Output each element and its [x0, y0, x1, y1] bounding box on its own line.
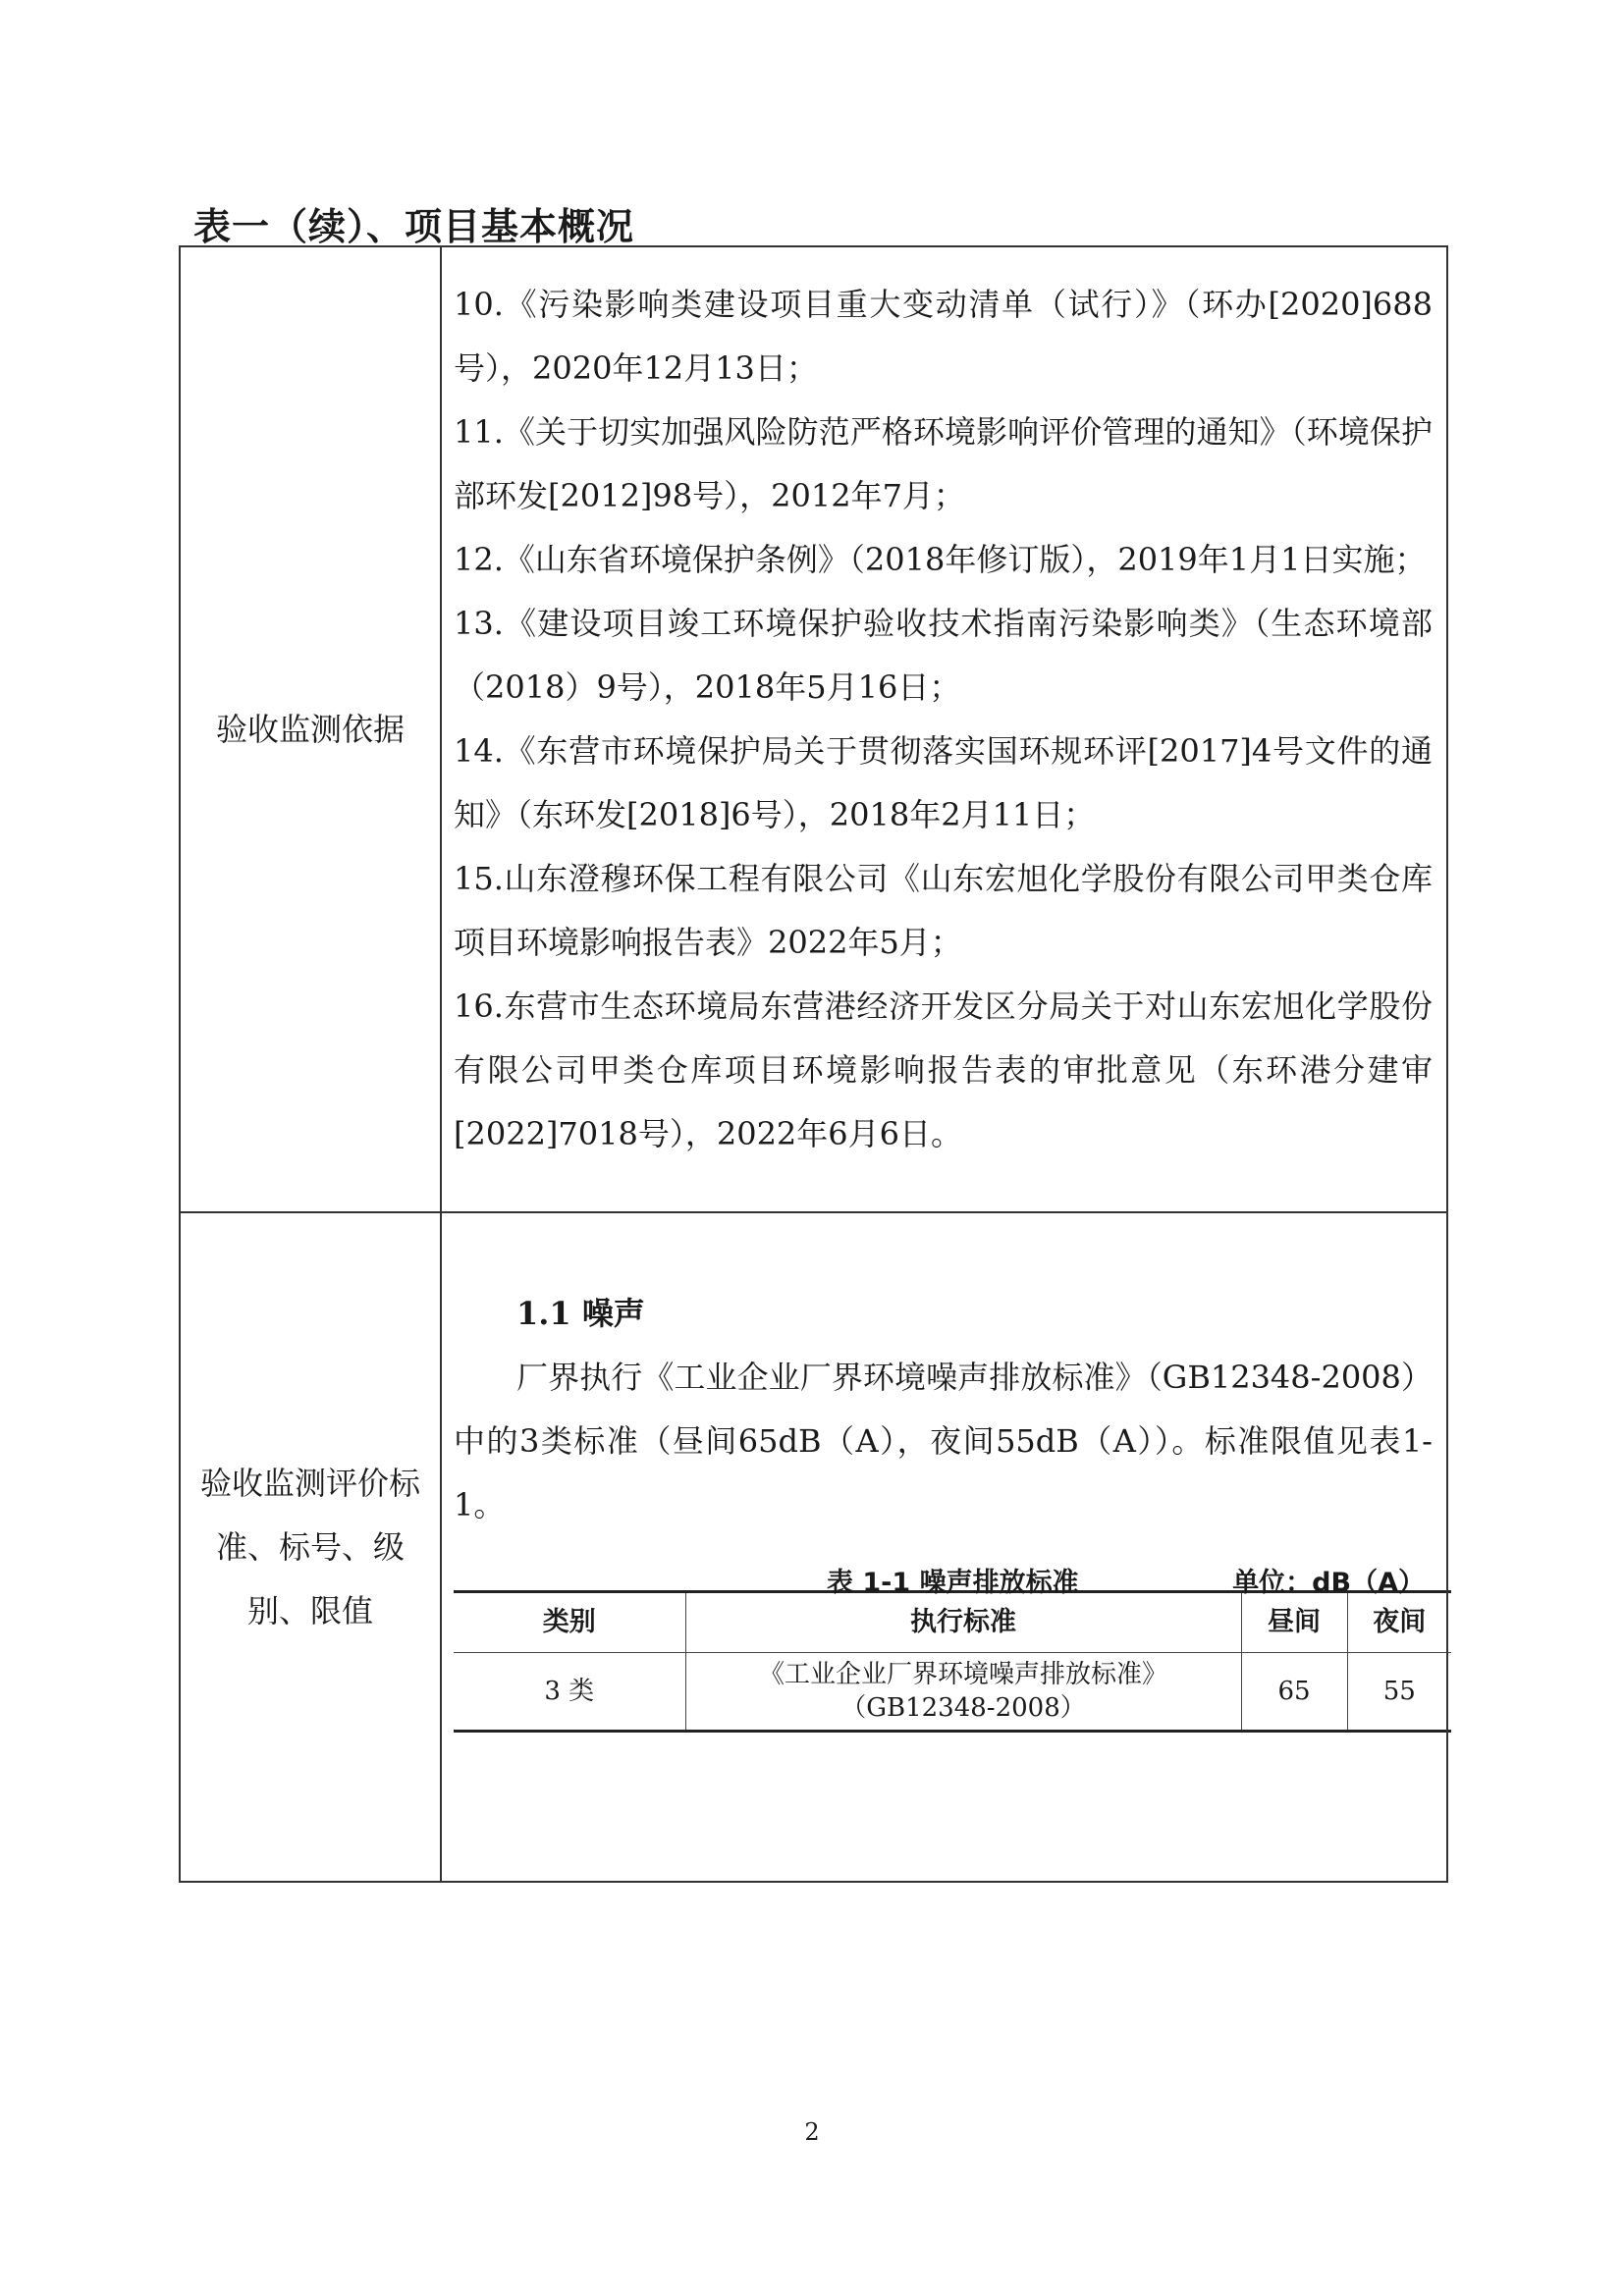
cell-standard-line2: （GB12348-2008）	[840, 1693, 1086, 1723]
noise-heading: 1.1 噪声	[516, 1295, 645, 1332]
standards-row	[180, 1212, 1447, 1882]
header-day: 昼间	[1241, 1592, 1347, 1653]
noise-table-caption	[454, 1547, 1433, 1598]
cell-standard	[685, 1653, 1241, 1732]
cell-standard-line1: 《工业企业厂界环境噪声排放标准》	[758, 1660, 1167, 1689]
standards-content	[441, 1212, 1447, 1882]
basis-item: 16.东营市生态环境局东营港经济开发区分局关于对山东宏旭化学股份有限公司甲类仓库项目环境影响报告表的审批意见（东环港分建审[2022]7018号），2022年6月6日。	[454, 988, 1433, 1152]
page-number: 2	[804, 2118, 820, 2146]
noise-table-unit: 单位：dB（A）	[1232, 1568, 1425, 1598]
basis-row	[180, 246, 1447, 1212]
table-row	[454, 1653, 1451, 1732]
page-title: 表一（续）、项目基本概况	[193, 205, 635, 248]
basis-item: 13.《建设项目竣工环境保护验收技术指南污染影响类》（生态环境部（2018）9号），2018年5月16日；	[454, 605, 1433, 706]
header-standard: 执行标准	[685, 1592, 1241, 1653]
noise-table-title: 表 1-1 噪声排放标准	[827, 1568, 1079, 1598]
standards-label: 验收监测评价标准、标号、级别、限值	[180, 1212, 441, 1882]
project-overview-table	[179, 245, 1448, 1883]
cell-category: 3 类	[454, 1653, 685, 1732]
basis-label: 验收监测依据	[180, 246, 441, 1212]
basis-item: 11.《关于切实加强风险防范严格环境影响评价管理的通知》（环境保护部环发[2012]98号），2012年7月；	[454, 413, 1433, 514]
cell-night: 55	[1347, 1653, 1451, 1732]
basis-item: 10.《污染影响类建设项目重大变动清单（试行）》（环办[2020]688号），2020年12月13日；	[454, 286, 1433, 387]
basis-item: 14.《东营市环境保护局关于贯彻落实国环规环评[2017]4号文件的通知》（东环发[2018]6号），2018年2月11日；	[454, 732, 1433, 833]
noise-paragraph: 厂界执行《工业企业厂界环境噪声排放标准》（GB12348-2008）中的3类标准（昼间65dB（A），夜间55dB（A））。标准限值见表1-1。	[454, 1359, 1433, 1523]
header-category: 类别	[454, 1592, 685, 1653]
basis-item: 15.山东澄穆环保工程有限公司《山东宏旭化学股份有限公司甲类仓库项目环境影响报告表》2022年5月；	[454, 860, 1433, 961]
header-night: 夜间	[1347, 1592, 1451, 1653]
basis-content	[441, 246, 1447, 1212]
basis-item: 12.《山东省环境保护条例》（2018年修订版），2019年1月1日实施；	[454, 541, 1427, 578]
cell-day: 65	[1241, 1653, 1347, 1732]
